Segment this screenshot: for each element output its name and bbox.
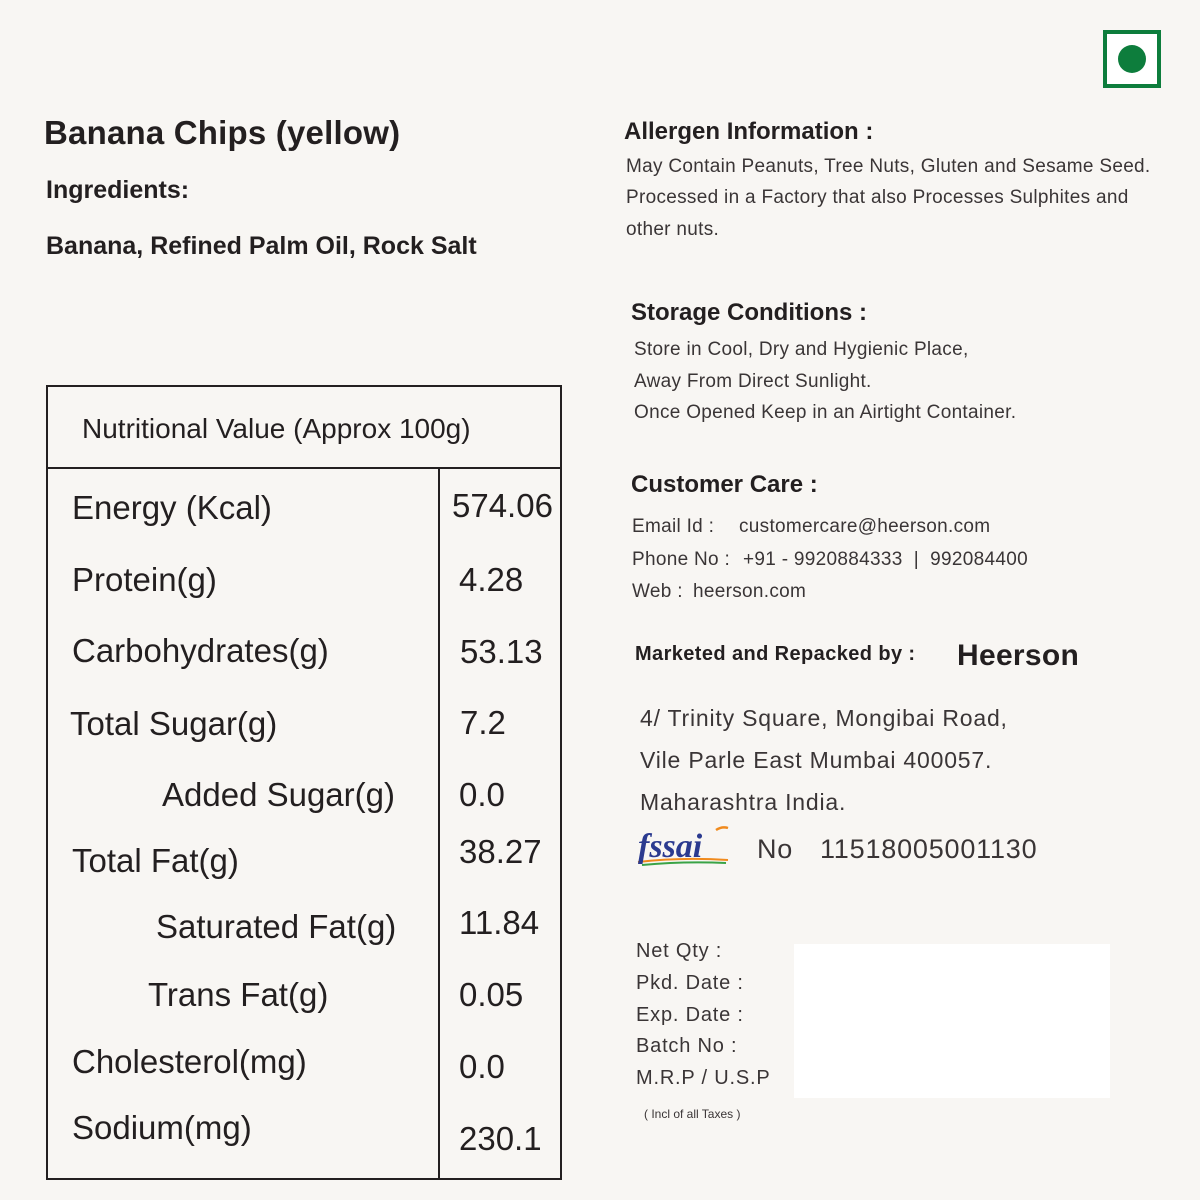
nutrient-label-total-fat: Total Fat(g) <box>72 842 239 879</box>
fssai-number: 11518005001130 <box>820 834 1038 864</box>
nutrient-value-cholesterol: 0.0 <box>459 1048 505 1085</box>
nutrition-heading: Nutritional Value (Approx 100g) <box>82 413 471 444</box>
nutrient-label-added-sugar: Added Sugar(g) <box>162 776 395 813</box>
storage-line-3: Once Opened Keep in an Airtight Container. <box>634 402 1017 423</box>
allergen-line-2: Processed in a Factory that also Processes Sulphites and <box>626 187 1129 208</box>
nutrition-table <box>46 385 562 1180</box>
table-column-divider <box>438 467 440 1178</box>
allergen-line-1: May Contain Peanuts, Tree Nuts, Gluten and Sesame Seed. <box>626 156 1151 177</box>
nutrient-label-trans-fat: Trans Fat(g) <box>148 976 329 1013</box>
exp-date-label: Exp. Date : <box>636 1004 744 1026</box>
storage-line-1: Store in Cool, Dry and Hygienic Place, <box>634 339 969 360</box>
nutrient-label-carbohydrates: Carbohydrates(g) <box>72 632 329 669</box>
mrp-label: M.R.P / U.S.P <box>636 1067 771 1089</box>
nutrient-value-carbohydrates: 53.13 <box>460 633 543 670</box>
customer-care-heading: Customer Care : <box>631 471 818 498</box>
nutrient-value-total-fat: 38.27 <box>459 833 542 870</box>
nutrient-label-total-sugar: Total Sugar(g) <box>70 705 278 742</box>
email-label: Email Id : <box>632 516 715 537</box>
storage-heading: Storage Conditions : <box>631 299 867 326</box>
batch-no-label: Batch No : <box>636 1035 738 1057</box>
phone-value: +91 - 9920884333 | 992084400 <box>743 549 1028 570</box>
pkd-date-label: Pkd. Date : <box>636 972 744 994</box>
brand-name: Heerson <box>957 639 1080 672</box>
allergen-line-3: other nuts. <box>626 219 720 240</box>
nutrient-value-protein: 4.28 <box>459 561 524 598</box>
allergen-heading: Allergen Information : <box>624 118 874 145</box>
marketed-by-label: Marketed and Repacked by : <box>635 643 916 665</box>
storage-line-2: Away From Direct Sunlight. <box>634 371 872 392</box>
nutrient-value-saturated-fat: 11.84 <box>459 904 540 941</box>
veg-symbol-icon <box>1103 30 1161 88</box>
ingredients-heading: Ingredients: <box>46 176 190 204</box>
product-title: Banana Chips (yellow) <box>44 114 401 151</box>
pack-details-blank-box <box>794 944 1110 1098</box>
svg-text:fssai: fssai <box>638 828 703 865</box>
nutrient-value-added-sugar: 0.0 <box>459 776 505 813</box>
address-line-3: Maharashtra India. <box>640 789 847 815</box>
net-qty-label: Net Qty : <box>636 940 723 962</box>
nutrient-label-protein: Protein(g) <box>72 561 217 598</box>
address-line-2: Vile Parle East Mumbai 400057. <box>640 747 993 773</box>
web-value: heerson.com <box>693 581 807 602</box>
phone-label: Phone No : <box>632 549 731 570</box>
nutrient-value-trans-fat: 0.05 <box>459 976 524 1013</box>
nutrient-value-sodium: 230.1 <box>459 1120 542 1157</box>
ingredients-text: Banana, Refined Palm Oil, Rock Salt <box>46 232 477 260</box>
email-value: customercare@heerson.com <box>739 516 991 537</box>
nutrient-value-energy: 574.06 <box>452 487 553 524</box>
web-label: Web : <box>632 581 683 602</box>
nutrient-label-saturated-fat: Saturated Fat(g) <box>156 908 397 945</box>
address-line-1: 4/ Trinity Square, Mongibai Road, <box>640 705 1008 731</box>
nutrient-label-cholesterol: Cholesterol(mg) <box>72 1043 307 1080</box>
fssai-logo-icon <box>636 824 732 868</box>
nutrient-label-sodium: Sodium(mg) <box>72 1109 252 1146</box>
tax-note: ( Incl of all Taxes ) <box>644 1107 741 1121</box>
nutrition-table-header <box>48 387 560 469</box>
fssai-no-label: No <box>757 834 794 864</box>
nutrient-value-total-sugar: 7.2 <box>460 704 506 741</box>
nutrient-label-energy: Energy (Kcal) <box>72 489 272 526</box>
